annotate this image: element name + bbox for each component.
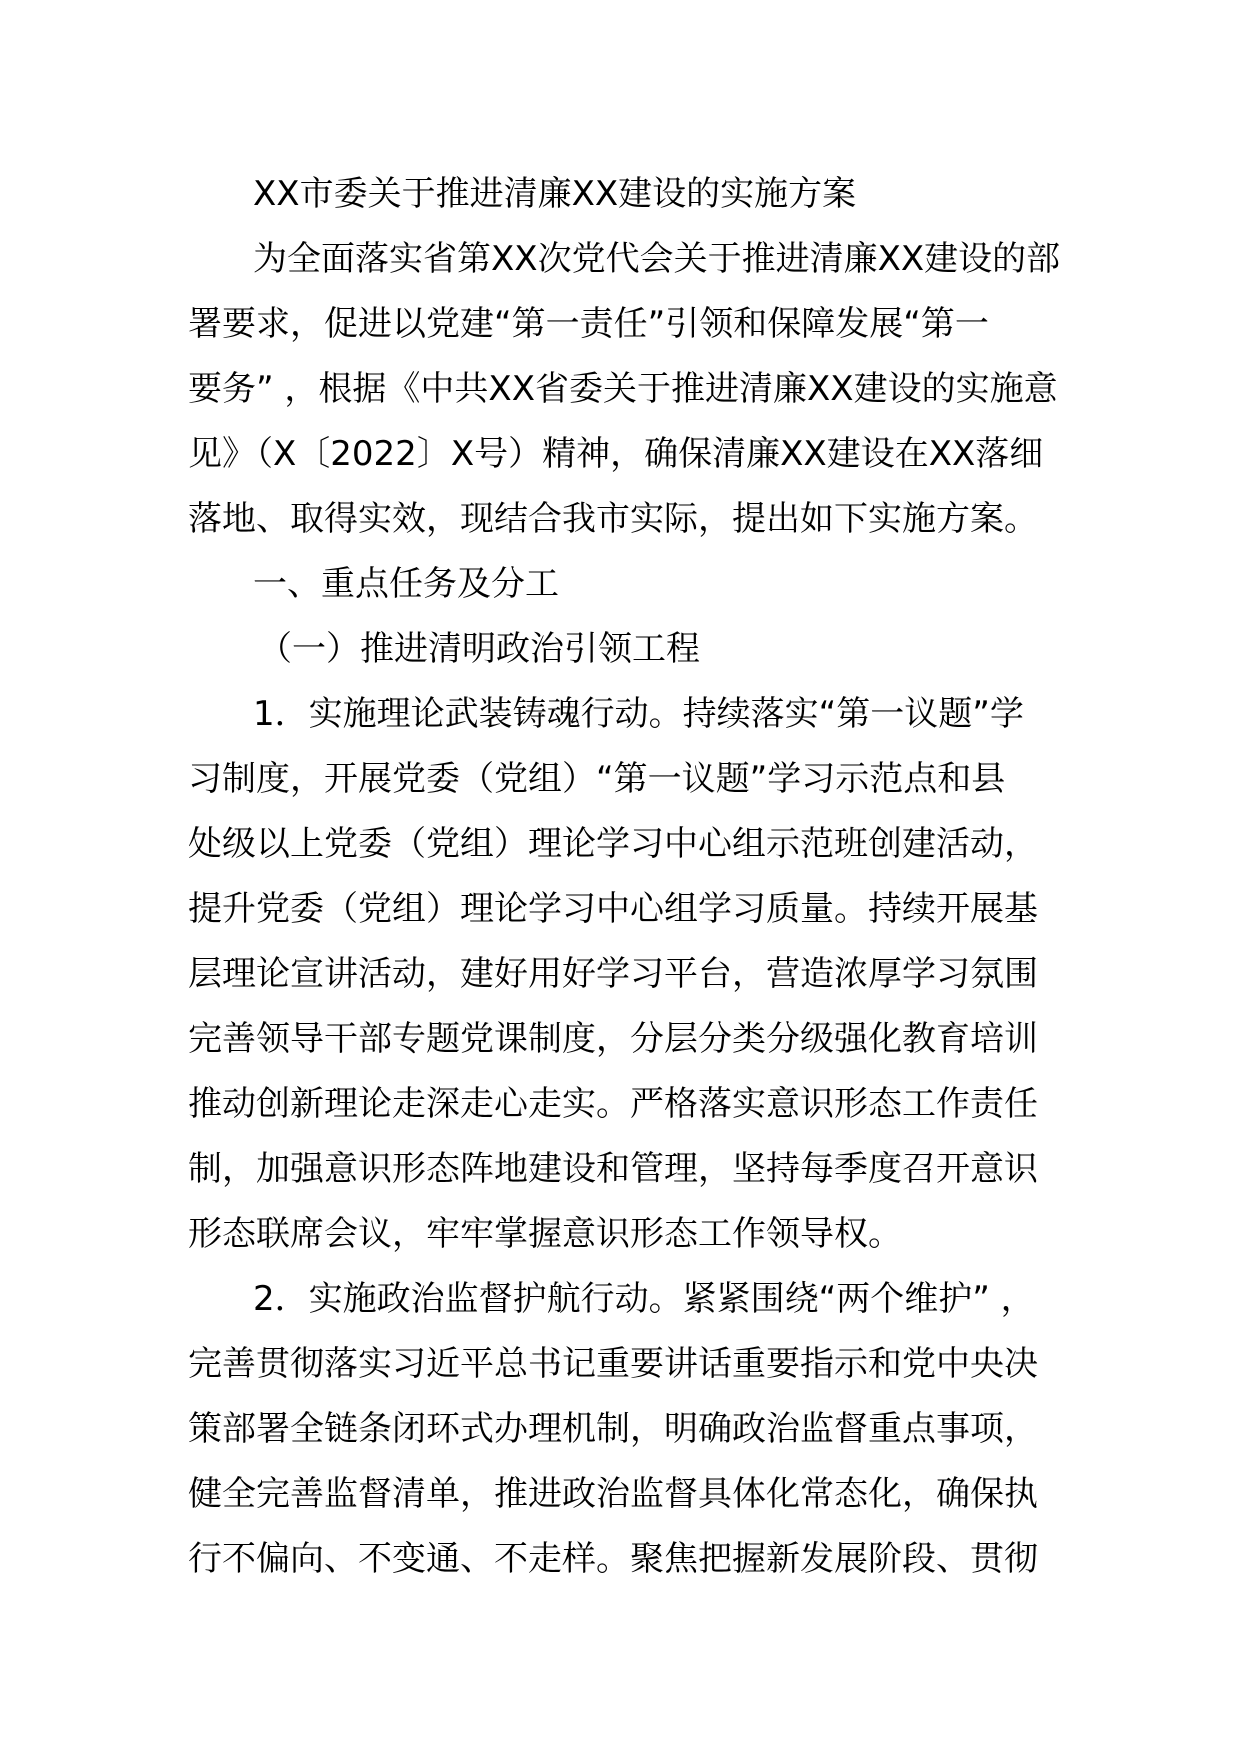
document-body: [188, 162, 1061, 1592]
intro-line: 落地、取得实效，现结合我市实际，提出如下实施方案。: [188, 499, 1038, 539]
item-one-line: 习制度，开展党委（党组）“第一议题”学习示范点和县: [188, 759, 1006, 799]
item-one-line: 形态联席会议，牢牢掌握意识形态工作领导权。: [188, 1214, 902, 1254]
item-two-line: 2．实施政治监督护航行动。紧紧围绕“两个维护” ，: [253, 1279, 1035, 1319]
item-one-line: 完善领导干部专题党课制度，分层分类分级强化教育培训: [188, 1019, 1038, 1059]
item-one-line: 制，加强意识形态阵地建设和管理，坚持每季度召开意识: [188, 1149, 1038, 1189]
item-one-line: 1．实施理论武装铸魂行动。持续落实“第一议题”学: [253, 694, 1024, 734]
intro-line: 署要求，促进以党建“第一责任”引领和保障发展“第一: [188, 304, 989, 344]
item-one-line: 推动创新理论走深走心走实。严格落实意识形态工作责任: [188, 1084, 1038, 1124]
item-two-line: 完善贯彻落实习近平总书记重要讲话重要指示和党中央决: [188, 1344, 1038, 1384]
item-one-line: 层理论宣讲活动，建好用好学习平台，营造浓厚学习氛围: [188, 954, 1038, 994]
item-two-line: 策部署全链条闭环式办理机制，明确政治监督重点事项，: [188, 1409, 1038, 1449]
item-one-line: 提升党委（党组）理论学习中心组学习质量。持续开展基: [188, 889, 1038, 929]
item-one-line: 处级以上党委（党组）理论学习中心组示范班创建活动，: [188, 824, 1038, 864]
section-heading: 一、重点任务及分工: [253, 564, 559, 604]
document-title: XX市委关于推进清廉XX建设的实施方案: [253, 174, 857, 214]
intro-line: 为全面落实省第XX次党代会关于推进清廉XX建设的部: [253, 239, 1061, 279]
item-two-line: 行不偏向、不变通、不走样。聚焦把握新发展阶段、贯彻: [188, 1539, 1038, 1579]
intro-line: 要务” ，根据《中共XX省委关于推进清廉XX建设的实施意: [188, 369, 1058, 409]
subsection-heading: （一）推进清明政治引领工程: [258, 629, 700, 669]
item-two-line: 健全完善监督清单，推进政治监督具体化常态化，确保执: [188, 1474, 1038, 1514]
intro-line: 见》（X〔2022〕X号）精神，确保清廉XX建设在XX落细: [188, 434, 1044, 474]
